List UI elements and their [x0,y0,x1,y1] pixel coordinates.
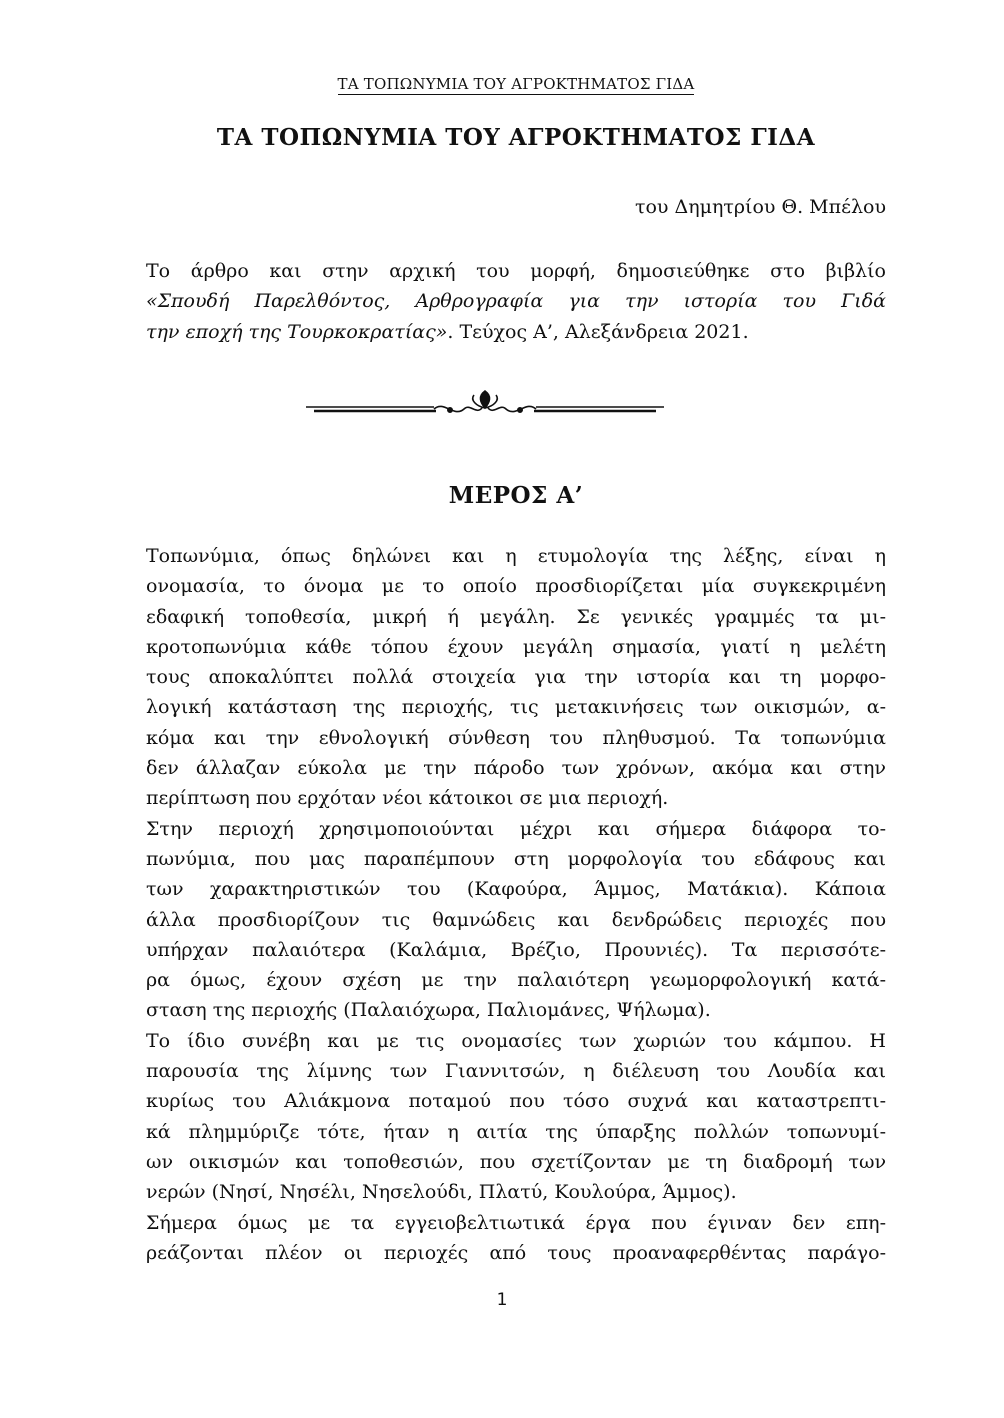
running-header [146,75,886,93]
text-line: σταση της περιοχής (Παλαιόχωρα, Παλιομάνες, Ψήλωμα). [146,999,711,1022]
text-line: κυρίως του Αλιάκμονα ποταμού που τόσο συχνά και καταστρεπτι- [146,1090,886,1113]
text-line: εδαφική τοποθεσία, μικρή ή μεγάλη. Σε γενικές γραμμές τα μι- [146,605,886,628]
running-header-title: ΤΑ ΤΟΠΩΝΥΜΙΑ ΤΟΥ ΑΓΡΟΚΤΗΜΑΤΟΣ ΓΙΔΑ [337,75,695,93]
text-line: Σήμερα όμως με τα εγγειοβελτιωτικά έργα που έγιναν δεν επη- [146,1211,886,1234]
text-line: παρουσία της λίμνης των Γιαννιτσών, η διέλευση του Λουδία και [146,1060,886,1083]
text-line: ρα όμως, έχουν σχέση με την παλαιότερη γεωμορφολογική κατά- [146,969,886,992]
text-line: ρεάζονται πλέον οι περιοχές από τους προαναφερθέντας παράγο- [146,1241,886,1264]
article-title: ΤΑ ΤΟΠΩΝΥΜΙΑ ΤΟΥ ΑΓΡΟΚΤΗΜΑΤΟΣ ΓΙΔΑ [216,124,816,151]
source-line-3: την εποχή της Τουρκοκρατίας». Τεύχος Α’, Αλεξάνδρεια 2021. [146,320,749,343]
text-line: Το ίδιο συνέβη και με τις ονομασίες των χωριών του κάμπου. Η [146,1029,886,1052]
text-line: κροτοπωνύμια κάθε τόπου έχουν μεγάλη σημασία, γιατί η μελέτη [146,635,886,658]
flourish-divider-icon [304,388,666,428]
text-line: πωνύμια, που μας παραπέμπουν στη μορφολογία του εδάφους και [146,847,886,870]
text-line: Στην περιοχή χρησιμοποιούνται μέχρι και σήμερα διάφορα το- [146,817,886,840]
text-line: νερών (Νησί, Νησέλι, Νησελούδι, Πλατύ, Κουλούρα, Άμμος). [146,1181,737,1204]
source-line-1: Το άρθρο και στην αρχική του μορφή, δημοσιεύθηκε στο βιβλίο [146,260,886,282]
text-line: περίπτωση που ερχόταν νέοι κάτοικοι σε μια περιοχή. [146,787,669,810]
body-text [146,541,886,1268]
text-line: λογική κατάσταση της περιοχής, τις μετακινήσεις των οικισμών, α- [146,696,886,719]
document-page [146,0,886,1418]
source-note [146,256,886,347]
author-byline: του Δημητρίου Θ. Μπέλου [634,196,886,218]
text-line: κόμα και την εθνολογική σύνθεση του πληθυσμού. Τα τοπωνύμια [146,726,886,749]
text-line: τους αποκαλύπτει πολλά στοιχεία για την ιστορία και τη μορφο- [146,666,886,689]
text-line: άλλα προσδιορίζουν τις θαμνώδεις και δενδρώδεις περιοχές που [146,908,886,931]
section-title: ΜΕΡΟΣ Α’ [448,482,584,509]
page-number: 1 [496,1290,508,1310]
text-line: ων οικισμών και τοποθεσιών, που σχετίζονταν με τη διαδρομή των [146,1150,886,1173]
text-line: κά πλημμύριζε τότε, ήταν η αιτία της ύπαρξης πολλών τοπωνυμί- [146,1120,886,1143]
text-line: των χαρακτηριστικών του (Καφούρα, Άμμος, Ματάκια). Κάποια [146,878,886,901]
text-line: ονομασία, το όνομα με το οποίο προσδιορίζεται μία συγκεκριμένη [146,575,886,598]
text-line: υπήρχαν παλαιότερα (Καλάμια, Βρέζιο, Προυνιές). Τα περισσότε- [146,938,886,961]
text-line: Τοπωνύμια, όπως δηλώνει και η ετυμολογία της λέξης, είναι η [146,545,886,567]
text-line: δεν άλλαζαν εύκολα με την πάροδο των χρόνων, ακόμα και στην [146,757,886,780]
source-line-2: «Σπουδή Παρελθόντος, Αρθρογραφία για την ιστορία του Γιδά [146,290,886,313]
